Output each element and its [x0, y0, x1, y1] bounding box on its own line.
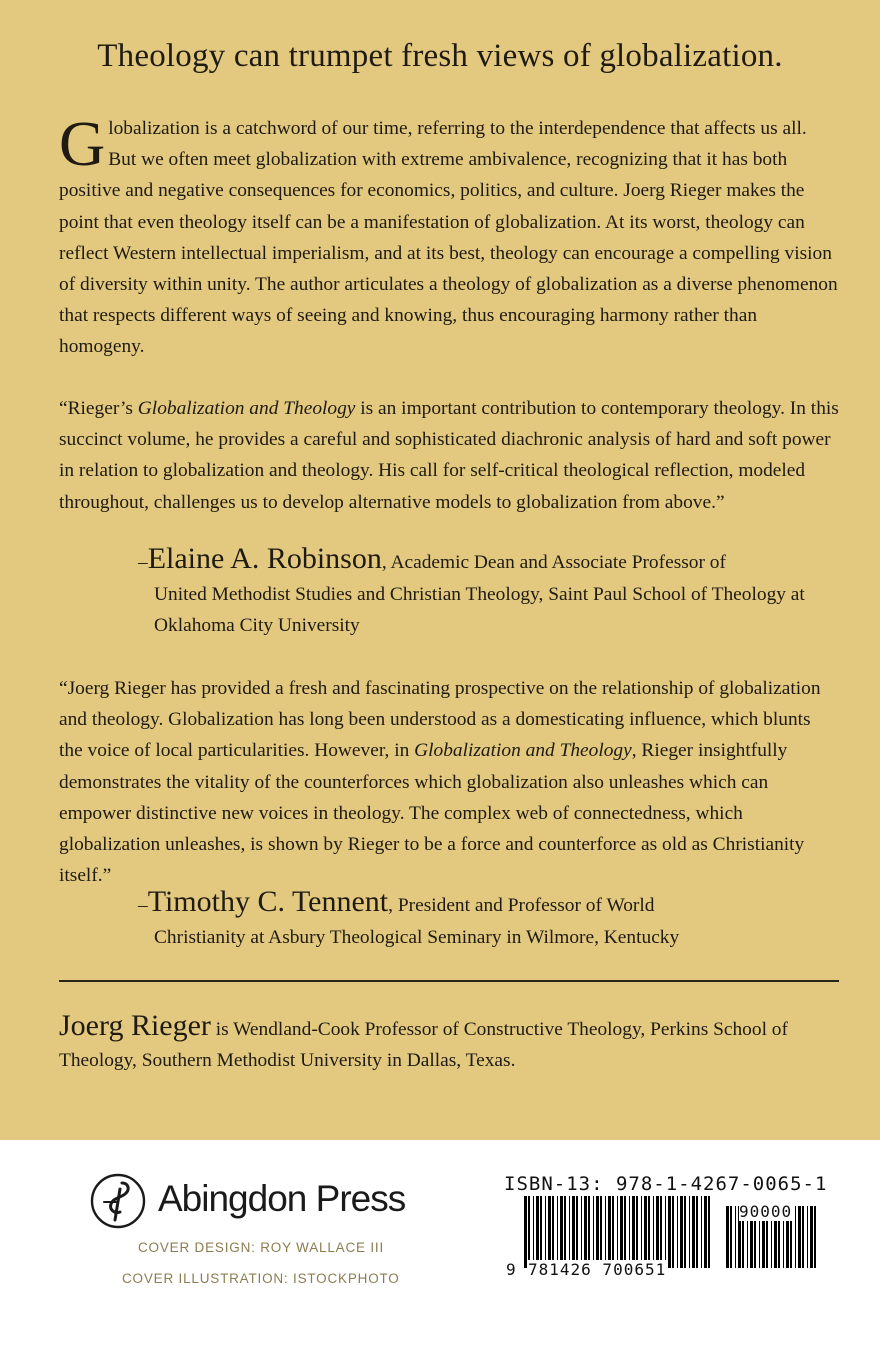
barcode-bar: [665, 1196, 666, 1268]
headline: Theology can trumpet fresh views of globalization.: [97, 38, 783, 74]
barcode-bar: [617, 1196, 618, 1268]
endorsement-quote-2: [59, 673, 839, 891]
barcode-bar: [656, 1196, 659, 1268]
endorser-2-name: Timothy C. Tennent: [147, 885, 389, 918]
barcode-bar: [588, 1196, 590, 1268]
barcode-bar: [557, 1196, 558, 1268]
section-divider: [59, 980, 839, 982]
barcode-bar: [730, 1206, 732, 1268]
barcode-bar: [605, 1196, 606, 1268]
barcode-bar: [668, 1196, 671, 1268]
author-bio: [59, 1010, 839, 1076]
barcode-bar: [545, 1196, 546, 1268]
barcode-bar: [802, 1206, 804, 1268]
quote-1-pre: “Rieger’s: [59, 398, 138, 419]
endorsement-quote-1: [59, 393, 839, 518]
barcode-bar: [552, 1196, 554, 1268]
barcode-digits: 781426 700651: [528, 1260, 667, 1279]
barcode-lead-digit: 9: [506, 1260, 517, 1279]
barcode-bar: [533, 1196, 534, 1268]
barcode-bar: [564, 1196, 566, 1268]
barcode-bar: [620, 1196, 623, 1268]
barcode-bar: [648, 1196, 650, 1268]
endorser-2-role-rest: Christianity at Asbury Theological Seminary in Wilmore, Kentucky: [154, 926, 680, 948]
publisher-strip: [0, 1140, 880, 1360]
barcode-bar: [798, 1206, 801, 1268]
barcode-bar: [644, 1196, 647, 1268]
barcode-bar: [684, 1196, 686, 1268]
endorser-1-role-first: , Academic Dean and Associate Professor of: [381, 552, 726, 573]
barcode-bar: [810, 1206, 813, 1268]
barcode-bar: [576, 1196, 578, 1268]
barcode-bar: [581, 1196, 582, 1268]
barcode-bar: [726, 1206, 729, 1268]
attribution-2-dash: –: [138, 895, 148, 916]
endorsement-attribution-1: [138, 543, 838, 642]
publisher-name: Abingdon Press: [158, 1178, 406, 1219]
barcode-bar: [814, 1206, 816, 1268]
barcode-bar: [680, 1196, 683, 1268]
barcode-bar: [660, 1196, 662, 1268]
barcode-bar: [677, 1196, 678, 1268]
quote-2-post: , Rieger insightfully demonstrates the vitality of the counterforces which globalization also unleashes which can empower distinctive new voices in theology. The complex web of connectedness, which globalization unleashes, is shown by Rieger to be a force and counterforce as old as Christianity itself.”: [59, 740, 805, 887]
drop-cap: G: [59, 108, 106, 179]
endorser-1-name: Elaine A. Robinson: [147, 542, 382, 575]
barcode-bar: [593, 1196, 594, 1268]
barcode-bar: [572, 1196, 575, 1268]
barcode-bar: [632, 1196, 635, 1268]
barcode-bar: [560, 1196, 563, 1268]
barcode-addon-digits: 90000: [739, 1202, 793, 1221]
cover-design-credit: COVER DESIGN: ROY WALLACE III: [138, 1240, 385, 1255]
abingdon-seal-icon: [89, 1172, 147, 1230]
intro-paragraph: [59, 108, 839, 363]
barcode-bar: [600, 1196, 602, 1268]
barcode-bar: [641, 1196, 642, 1268]
barcode-bar: [692, 1196, 695, 1268]
quote-1-book-title: Globalization and Theology: [137, 398, 356, 419]
intro-text: lobalization is a catchword of our time, referring to the interdependence that affects us all. But we often meet globalization with extreme ambivalence, recognizing that it has both positive and negative consequences for economics, politics, and culture. Joerg Rieger makes the point that even theology itself can be a manifestation of globalization. At its worst, theology can reflect Western intellectual imperialism, and at its best, theology can encourage a compelling vision of diversity within unity. The author articulates a theology of globalization as a diverse phenomenon that respects different ways of seeing and knowing, thus encouraging harmony rather than homogeny.: [59, 118, 838, 358]
author-bio-text: is Wendland-Cook Professor of Constructive Theology, Perkins School of Theology, Southern Methodist University in Dallas, Texas.: [59, 1019, 788, 1072]
barcode-bar: [629, 1196, 630, 1268]
barcode-bar: [636, 1196, 638, 1268]
barcode-bar: [696, 1196, 698, 1268]
quote-2-book-title: Globalization and Theology: [414, 740, 632, 762]
cover-illustration-credit: COVER ILLUSTRATION: ISTOCKPHOTO: [122, 1271, 400, 1286]
barcode-bar: [612, 1196, 614, 1268]
barcode-bar: [528, 1196, 530, 1268]
endorsement-attribution-2: [138, 886, 838, 953]
barcode-bar: [653, 1196, 654, 1268]
barcode-bar: [548, 1196, 551, 1268]
barcode-bar: [689, 1196, 690, 1268]
attribution-1-dash: –: [138, 552, 148, 573]
barcode-bar: [536, 1196, 539, 1268]
endorser-1-role-rest: United Methodist Studies and Christian Theology, Saint Paul School of Theology at Oklahoma City University: [154, 583, 805, 636]
endorser-2-role-first: , President and Professor of World: [388, 895, 655, 916]
barcode-bar: [672, 1196, 674, 1268]
barcode-bar: [584, 1196, 587, 1268]
author-name: Joerg Rieger: [59, 1009, 211, 1042]
barcode-bar: [735, 1206, 736, 1268]
barcode-bar: [708, 1196, 710, 1268]
barcode-bar: [704, 1196, 707, 1268]
barcode-bar: [540, 1196, 542, 1268]
barcode-bar: [524, 1196, 527, 1268]
barcode-bar: [807, 1206, 808, 1268]
isbn-label: ISBN-13: 978-1-4267-0065-1: [504, 1173, 828, 1195]
barcode-bar: [569, 1196, 570, 1268]
barcode-bar: [596, 1196, 599, 1268]
quote-2-pre: “Joerg Rieger has provided a fresh and fascinating prospective on the relationship of globalization and theology. Globalization has long been understood as a domesticating influence, which blunts the voice of local particularities. However, in: [59, 678, 821, 762]
barcode-bar: [608, 1196, 611, 1268]
barcode-bar: [701, 1196, 702, 1268]
barcode-bar: [624, 1196, 626, 1268]
quote-1-post: is an important contribution to contemporary theology. In this succinct volume, he provides a careful and sophisticated diachronic analysis of hard and soft power in relation to globalization and theology. His call for self-critical theological reflection, modeled throughout, challenges us to develop alternative models to globalization from above.”: [59, 398, 839, 513]
barcode-bar: [795, 1206, 796, 1268]
